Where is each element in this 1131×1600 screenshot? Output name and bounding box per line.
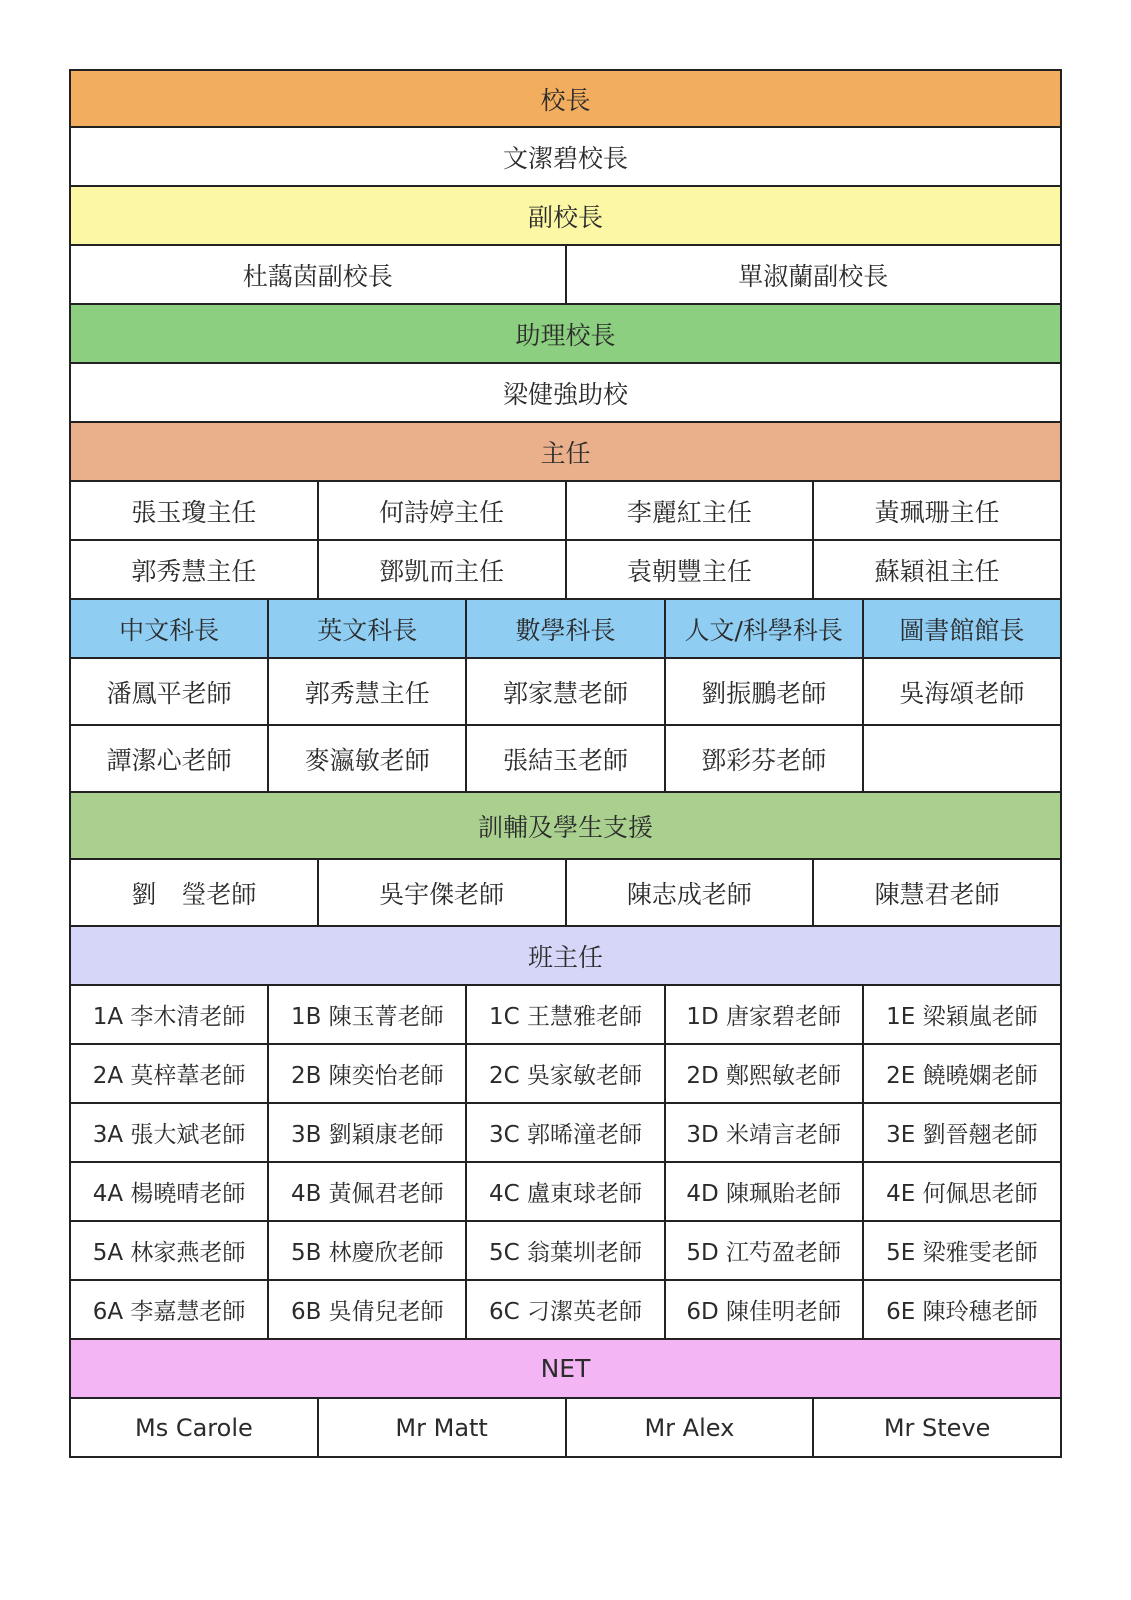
guidance-header-row xyxy=(69,793,1062,860)
panel-heads-row xyxy=(69,726,1062,793)
directors-row xyxy=(69,541,1062,600)
director-name: 張玉瓊主任 xyxy=(71,482,319,539)
staff-table xyxy=(69,69,1062,1458)
class-teacher: 4A 楊曉晴老師 xyxy=(71,1163,269,1220)
class-teachers-row xyxy=(69,1163,1062,1222)
class-teacher: 1E 梁穎嵐老師 xyxy=(886,1004,1038,1030)
net-teacher: Ms Carole xyxy=(71,1399,319,1456)
class-teachers-row xyxy=(69,1281,1062,1340)
net-teacher: Mr Matt xyxy=(319,1399,567,1456)
guidance-header: 訓輔及學生支援 xyxy=(71,793,1060,858)
class-teacher: 4B 黃佩君老師 xyxy=(269,1163,467,1220)
panel-head-name: 譚潔心老師 xyxy=(71,726,269,791)
panel-head-name: 郭家慧老師 xyxy=(467,659,665,724)
class-teacher: 6C 刁潔英老師 xyxy=(467,1281,665,1338)
assistant-principal-header: 助理校長 xyxy=(71,305,1060,362)
class-teachers-row xyxy=(69,1222,1062,1281)
panel-head-name: 潘鳳平老師 xyxy=(71,659,269,724)
class-teacher: 5D 江芍盈老師 xyxy=(666,1222,864,1279)
directors-header: 主任 xyxy=(71,423,1060,480)
vice-principal-header: 副校長 xyxy=(71,187,1060,244)
class-teacher: 1B 陳玉菁老師 xyxy=(269,986,467,1043)
class-teacher: 1C 王慧雅老師 xyxy=(467,986,665,1043)
principal-name: 文潔碧校長 xyxy=(502,143,628,173)
class-teacher: 2A 莫梓葦老師 xyxy=(71,1045,269,1102)
directors-row xyxy=(69,482,1062,541)
net-row xyxy=(69,1399,1062,1458)
net-header: NET xyxy=(71,1340,1060,1397)
class-teacher: 1D 唐家碧老師 xyxy=(666,986,864,1043)
panel-head-header: 中文科長 xyxy=(71,600,269,657)
vice-principal-row xyxy=(69,246,1062,305)
class-teacher: 4D 陳珮貽老師 xyxy=(666,1163,864,1220)
panel-head-header: 英文科長 xyxy=(269,600,467,657)
director-name: 鄧凱而主任 xyxy=(319,541,567,598)
vice-principal-name: 單淑蘭副校長 xyxy=(738,261,889,291)
class-teachers-row xyxy=(69,986,1062,1045)
class-teacher: 2D 鄭熙敏老師 xyxy=(666,1045,864,1102)
net-teacher: Mr Steve xyxy=(883,1413,991,1442)
director-name: 蘇穎祖主任 xyxy=(874,556,1000,586)
guidance-name: 陳慧君老師 xyxy=(874,879,1000,909)
class-teacher: 6B 吳倩兒老師 xyxy=(269,1281,467,1338)
panel-heads-row xyxy=(69,659,1062,726)
class-teacher: 3A 張大斌老師 xyxy=(71,1104,269,1161)
panel-head-name xyxy=(864,726,1060,791)
class-teacher: 6A 李嘉慧老師 xyxy=(71,1281,269,1338)
class-teachers-row xyxy=(69,1045,1062,1104)
panel-head-header: 數學科長 xyxy=(467,600,665,657)
class-teacher: 5C 翁葉圳老師 xyxy=(467,1222,665,1279)
panel-head-name: 郭秀慧主任 xyxy=(269,659,467,724)
vice-principal-name: 杜藹茵副校長 xyxy=(71,246,567,303)
class-teachers-header: 班主任 xyxy=(71,927,1060,984)
class-teacher: 6D 陳佳明老師 xyxy=(666,1281,864,1338)
assistant-principal-row xyxy=(69,364,1062,423)
class-teacher: 4C 盧東球老師 xyxy=(467,1163,665,1220)
panel-head-name: 麥瀛敏老師 xyxy=(269,726,467,791)
principal-header: 校長 xyxy=(71,71,1060,126)
class-teacher: 3C 郭晞潼老師 xyxy=(467,1104,665,1161)
panel-head-header: 人文/科學科長 xyxy=(666,600,864,657)
guidance-row xyxy=(69,860,1062,927)
assistant-principal-header-row xyxy=(69,305,1062,364)
assistant-principal-name: 梁健強助校 xyxy=(502,379,628,409)
directors-header-row xyxy=(69,423,1062,482)
director-name: 郭秀慧主任 xyxy=(71,541,319,598)
class-teacher: 6E 陳玲穗老師 xyxy=(886,1299,1038,1325)
class-teacher: 5A 林家燕老師 xyxy=(71,1222,269,1279)
panel-head-name: 張結玉老師 xyxy=(467,726,665,791)
class-teacher: 2B 陳奕怡老師 xyxy=(269,1045,467,1102)
class-teachers-row xyxy=(69,1104,1062,1163)
guidance-name: 吳宇傑老師 xyxy=(319,860,567,925)
panel-head-name: 劉振鵬老師 xyxy=(666,659,864,724)
guidance-name: 陳志成老師 xyxy=(567,860,815,925)
vice-principal-header-row xyxy=(69,187,1062,246)
class-teacher: 3E 劉晉翹老師 xyxy=(886,1122,1038,1148)
director-name: 李麗紅主任 xyxy=(567,482,815,539)
net-header-row xyxy=(69,1340,1062,1399)
class-teacher: 2E 饒曉嫻老師 xyxy=(886,1063,1038,1089)
panel-head-header: 圖書館館長 xyxy=(899,615,1025,645)
class-teacher: 3D 米靖言老師 xyxy=(666,1104,864,1161)
class-teacher: 4E 何佩思老師 xyxy=(886,1181,1038,1207)
director-name: 袁朝豐主任 xyxy=(567,541,815,598)
class-teacher: 5B 林慶欣老師 xyxy=(269,1222,467,1279)
guidance-name: 劉 瑩老師 xyxy=(71,860,319,925)
director-name: 何詩婷主任 xyxy=(319,482,567,539)
class-teacher: 5E 梁雅雯老師 xyxy=(886,1240,1038,1266)
class-teacher: 3B 劉穎康老師 xyxy=(269,1104,467,1161)
principal-header-row xyxy=(69,69,1062,128)
class-teachers-header-row xyxy=(69,927,1062,986)
principal-row xyxy=(69,128,1062,187)
class-teacher: 1A 李木清老師 xyxy=(71,986,269,1043)
class-teacher: 2C 吳家敏老師 xyxy=(467,1045,665,1102)
panel-head-name: 鄧彩芬老師 xyxy=(666,726,864,791)
net-teacher: Mr Alex xyxy=(567,1399,815,1456)
panel-head-name: 吳海頌老師 xyxy=(899,678,1025,708)
director-name: 黃珮珊主任 xyxy=(874,497,1000,527)
panel-heads-header-row xyxy=(69,600,1062,659)
